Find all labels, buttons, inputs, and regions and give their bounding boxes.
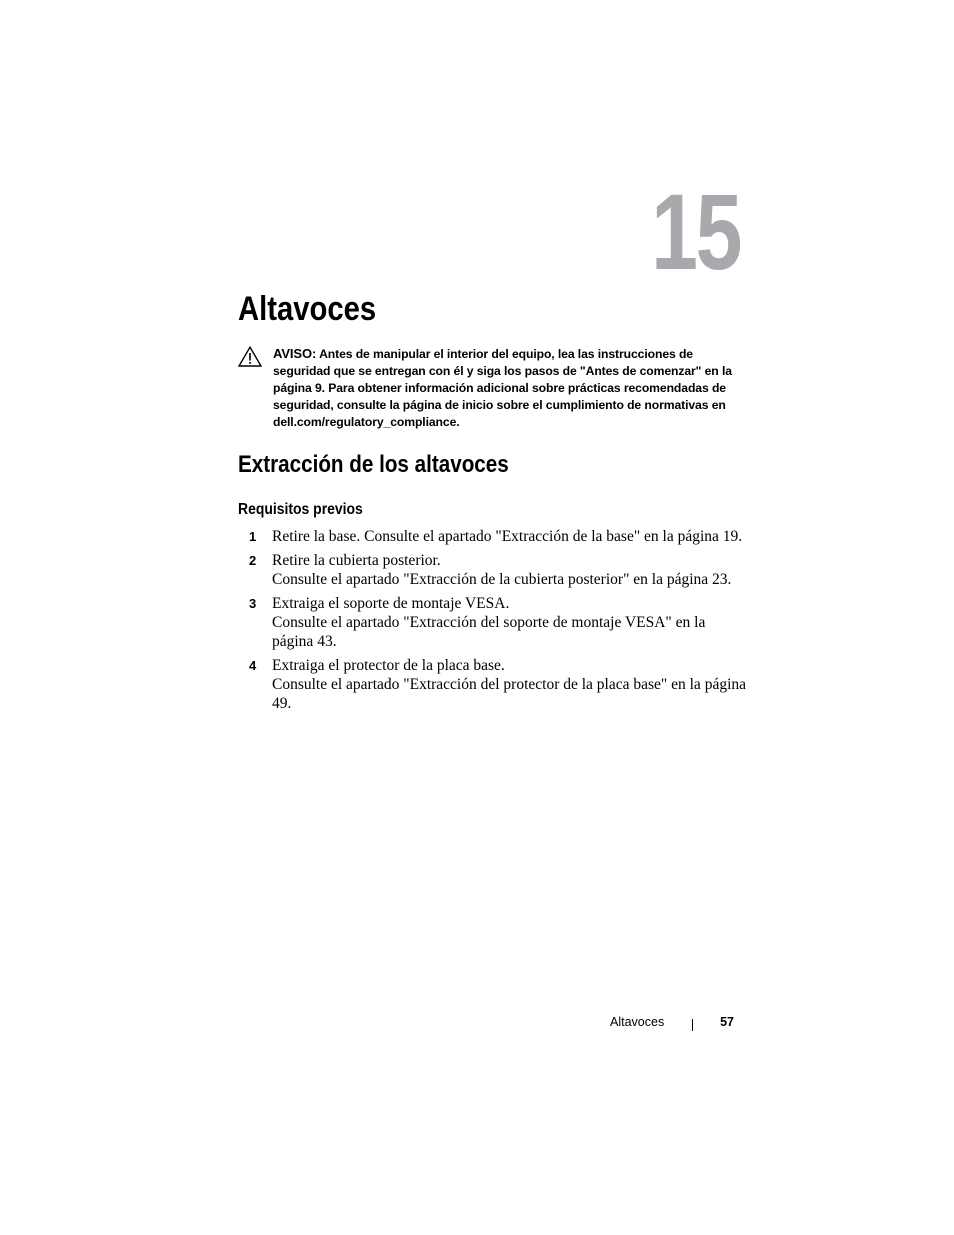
step-reference: Consulte el apartado "Extracción de la cubierta posterior" en la página 23. (272, 571, 732, 588)
step-reference: Consulte el apartado "Extracción del protector de la placa base" en la página 49. (272, 676, 747, 712)
step-item (238, 594, 748, 651)
page-footer (610, 1015, 734, 1035)
step-text: Extraiga el protector de la placa base. (272, 657, 505, 674)
step-number: 1 (249, 529, 257, 544)
step-item (238, 527, 748, 546)
notice-text (273, 345, 738, 431)
notice-label: AVISO: (273, 346, 317, 361)
step-text: Extraiga el soporte de montaje VESA. (272, 595, 510, 612)
page-number: 57 (720, 1015, 734, 1029)
footer-chapter-label: Altavoces (610, 1015, 665, 1029)
chapter-number: 15 (650, 171, 740, 292)
step-item (238, 551, 748, 589)
warning-notice (238, 345, 738, 431)
step-text: Retire la base. Consulte el apartado "Extracción de la base" en la página 19. (272, 528, 743, 545)
section-title: Extracción de los altavoces (238, 451, 509, 478)
subsection-title: Requisitos previos (238, 501, 363, 518)
step-text: Retire la cubierta posterior. (272, 552, 441, 569)
chapter-title: Altavoces (238, 290, 377, 328)
prerequisite-steps (238, 527, 748, 718)
step-number: 3 (249, 596, 257, 611)
warning-triangle-icon (238, 346, 262, 367)
footer-separator (692, 1019, 693, 1031)
step-number: 2 (249, 553, 257, 568)
step-number: 4 (249, 658, 257, 673)
notice-body: Antes de manipular el interior del equipo, lea las instrucciones de seguridad que se entregan con él y siga los pasos de "Antes de comenzar" en la página 9. Para obtener información adicional sobre prácticas recomendadas de seguridad, consulte la página de inicio sobre el cumplimiento de normativas en dell.com/regulatory_compliance. (273, 347, 732, 429)
step-reference: Consulte el apartado "Extracción del soporte de montaje VESA" en la página 43. (272, 614, 706, 650)
step-item (238, 656, 748, 713)
